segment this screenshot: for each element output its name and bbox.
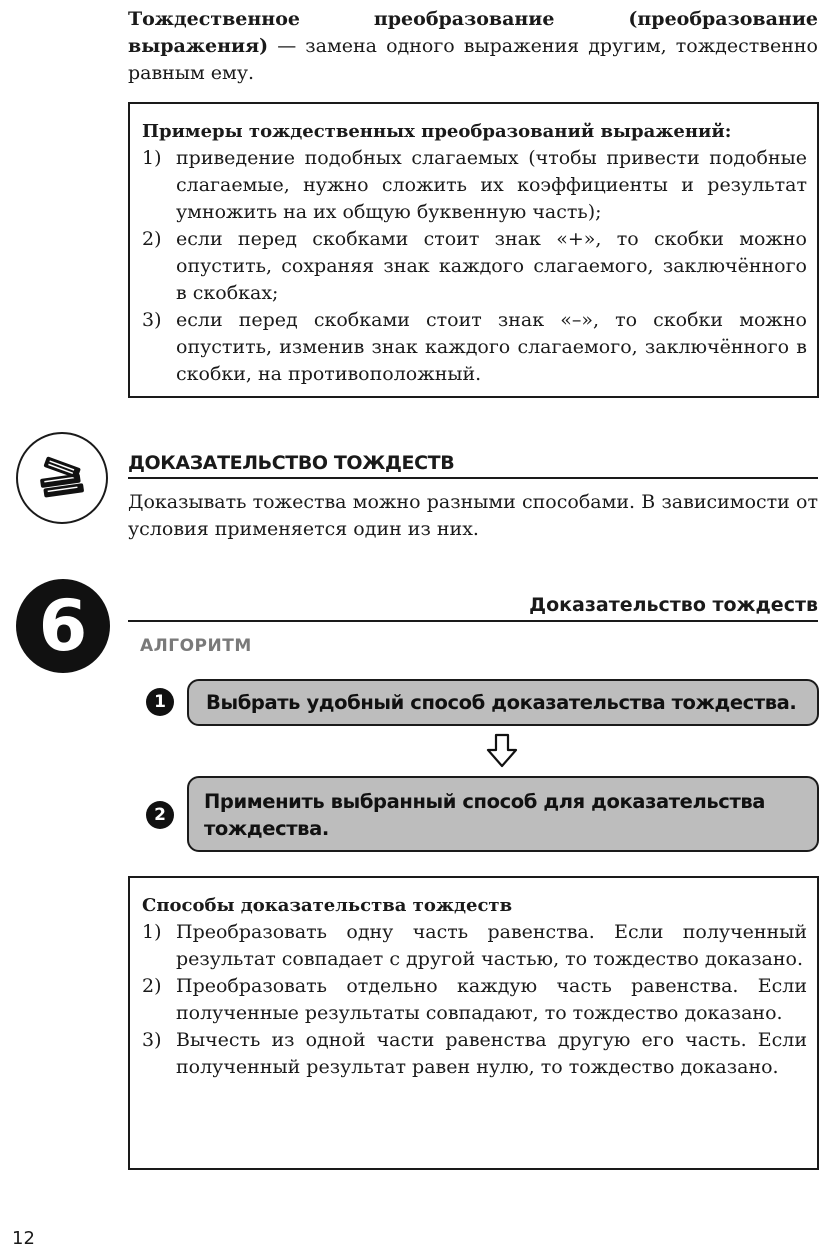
list-item-text: Преобразовать одну часть равенства. Если полученный результат совпадает с другой частью, то тождество доказано.	[176, 921, 807, 970]
examples-title: Примеры тождественных преобразований выражений:	[142, 121, 732, 142]
list-item	[142, 226, 807, 307]
list-item-number: 3)	[142, 309, 162, 331]
list-item-text: приведение подобных слагаемых (чтобы привести подобные слагаемые, нужно сложить их коэффициенты и результат умножить на их общую буквенную часть);	[176, 147, 807, 223]
step-2-number: 2	[146, 801, 174, 829]
methods-title: Способы доказательства тождеств	[142, 895, 513, 916]
methods-list	[142, 919, 807, 1081]
algorithm-label: АЛГОРИТМ	[140, 636, 252, 656]
step-1-box: Выбрать удобный способ доказательства тождества.	[187, 679, 819, 726]
list-item-number: 1)	[142, 147, 162, 169]
list-item-text: Вычесть из одной части равенства другую его часть. Если полученный результат равен нулю, то тождество доказано.	[176, 1029, 807, 1078]
examples-box	[128, 102, 819, 398]
list-item-number: 1)	[142, 921, 162, 943]
list-item-number: 3)	[142, 1029, 162, 1051]
definition-term: Тождественное преобразование (преобразование выражения)	[128, 8, 818, 57]
step-2-box: Применить выбранный способ для доказательства тождества.	[187, 776, 819, 852]
algorithm-title: Доказательство тождеств	[128, 594, 818, 622]
section-number-badge: 6	[16, 579, 110, 673]
list-item-text: Преобразовать отдельно каждую часть равенства. Если полученные результаты совпадают, то тождество доказано.	[176, 975, 807, 1024]
book-stack-icon	[16, 432, 108, 524]
step-1-number: 1	[146, 688, 174, 716]
list-item-number: 2)	[142, 975, 162, 997]
list-item	[142, 973, 807, 1027]
list-item	[142, 919, 807, 973]
examples-list	[142, 145, 807, 388]
list-item-number: 2)	[142, 228, 162, 250]
list-item	[142, 307, 807, 388]
list-item-text: если перед скобками стоит знак «–», то скобки можно опустить, изменив знак каждого слагаемого, заключённого в скобки, на противоположный.	[176, 309, 807, 385]
definition-text: — замена одного выражения другим, тождественно равным ему.	[128, 35, 818, 84]
section-text: Доказывать тожества можно разными способами. В зависимости от условия применяется один из них.	[128, 491, 818, 540]
list-item	[142, 145, 807, 226]
page-number: 12	[12, 1228, 35, 1249]
list-item-text: если перед скобками стоит знак «+», то скобки можно опустить, сохраняя знак каждого слагаемого, заключённого в скобках;	[176, 228, 807, 304]
list-item	[142, 1027, 807, 1081]
methods-box	[128, 876, 819, 1170]
section-heading: ДОКАЗАТЕЛЬСТВО ТОЖДЕСТВ	[128, 452, 818, 479]
definition-paragraph	[128, 6, 818, 87]
down-arrow-icon	[485, 733, 519, 769]
